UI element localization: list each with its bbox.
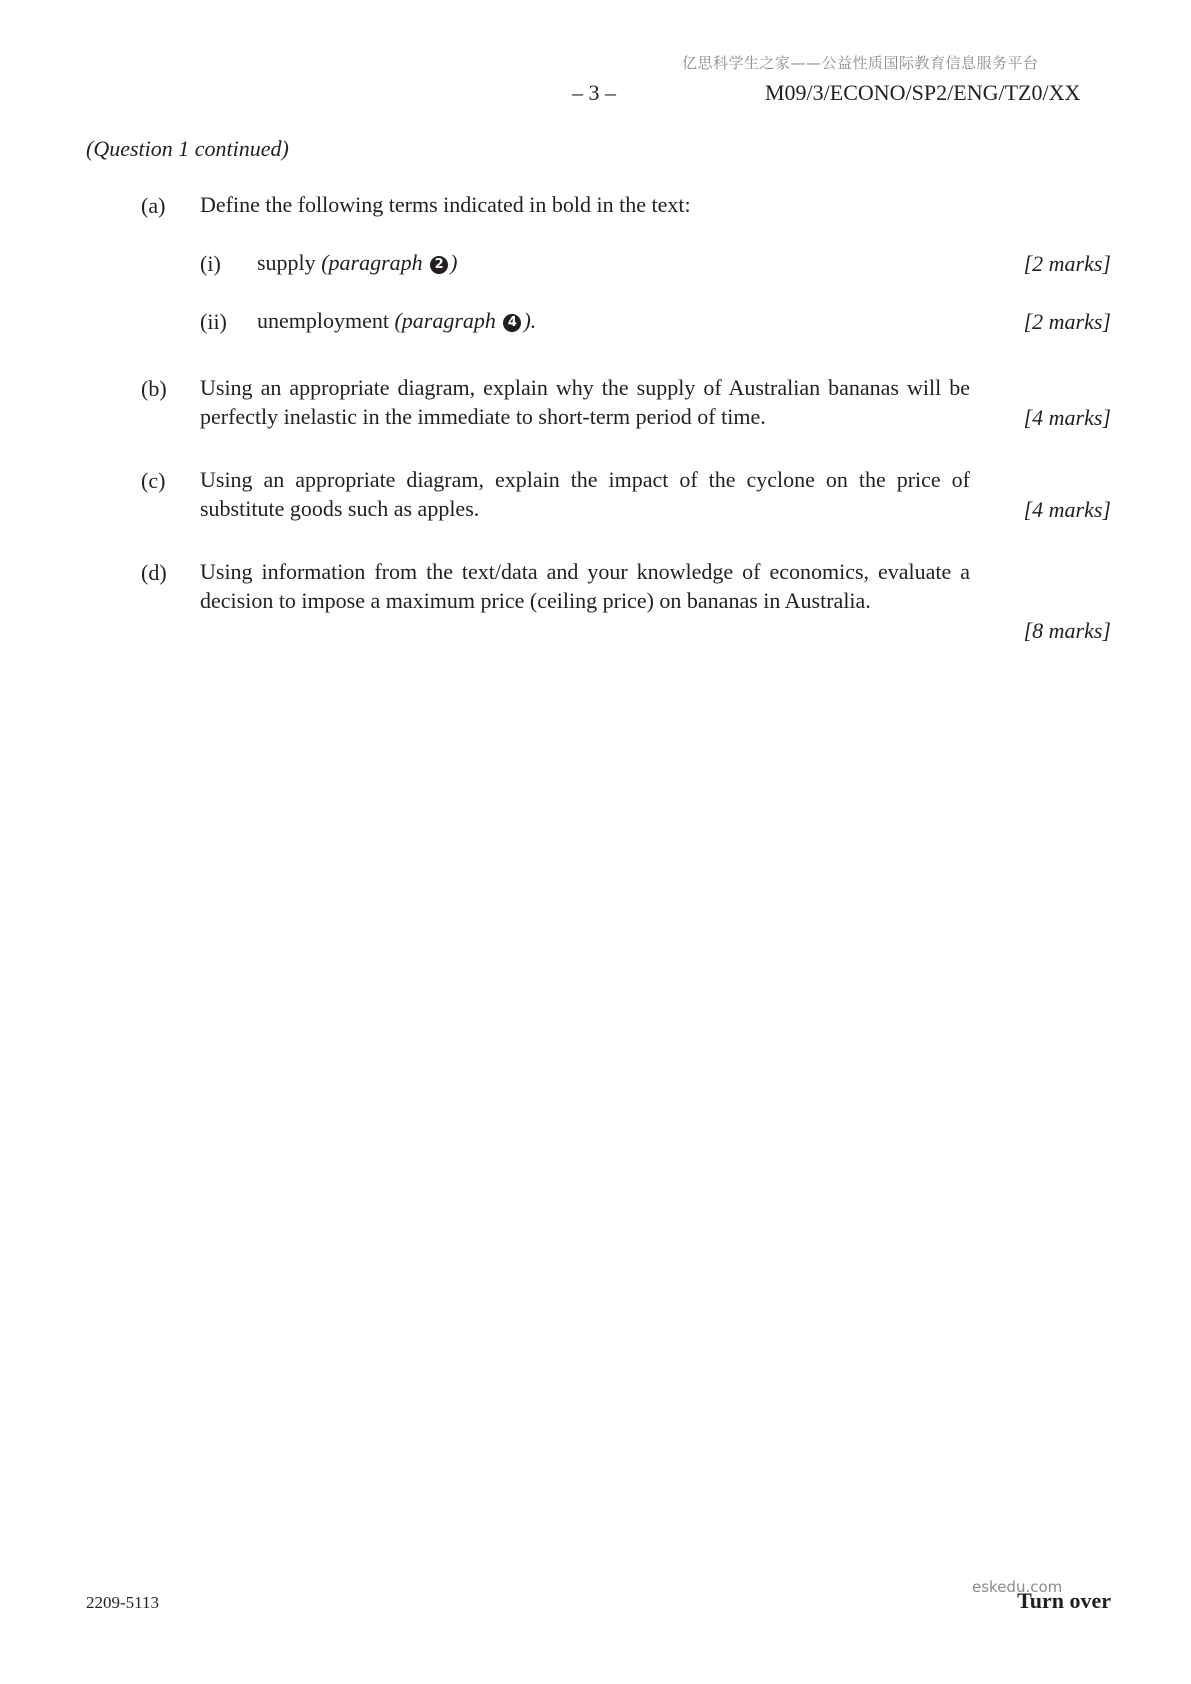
question-a-i-label: (i) [200,251,221,276]
question-b-text: Using an appropriate diagram, explain why the supply of Australian bananas will be perfectly inelastic in the immediate to short-term period of time. [200,375,970,429]
question-continued-label: (Question 1 continued) [86,136,289,161]
term-unemployment: unemployment [257,308,389,333]
question-a-i-marks: [2 marks] [1023,251,1111,276]
question-a-text: Define the following terms indicated in bold in the text: [200,192,691,217]
question-c-label: (c) [141,468,166,493]
question-b-label: (b) [141,376,167,401]
turn-over: Turn over [1017,1588,1111,1613]
question-d-marks: [8 marks] [1023,618,1111,643]
question-a-i-text [257,248,457,277]
question-a-ii-label: (ii) [200,309,227,334]
question-a-label: (a) [141,193,166,218]
paper-code: M09/3/ECONO/SP2/ENG/TZ0/XX [765,80,1081,105]
term-supply: supply [257,250,316,275]
paragraph-ref: (paragraph 2 ) [321,250,458,275]
question-a-ii-marks: [2 marks] [1023,309,1111,334]
paragraph-ref: (paragraph 4 ). [394,308,537,333]
question-c-text: Using an appropriate diagram, explain the impact of the cyclone on the price of substitute goods such as apples. [200,467,970,521]
paragraph-number-icon: 2 [430,256,448,274]
question-c-marks: [4 marks] [1023,497,1111,522]
question-d-text: Using information from the text/data and your knowledge of economics, evaluate a decision to impose a maximum price (ceiling price) on bananas in Australia. [200,559,970,613]
paragraph-number-icon: 4 [503,314,521,332]
question-d-label: (d) [141,560,167,585]
footer-watermark: eskedu.com [972,1578,1063,1596]
footer-code: 2209-5113 [86,1593,160,1612]
question-b-marks: [4 marks] [1023,405,1111,430]
header-watermark: 亿思科学生之家——公益性质国际教育信息服务平台 [682,54,1039,72]
page-number: – 3 – [572,80,616,105]
question-a-ii-text [257,306,536,335]
